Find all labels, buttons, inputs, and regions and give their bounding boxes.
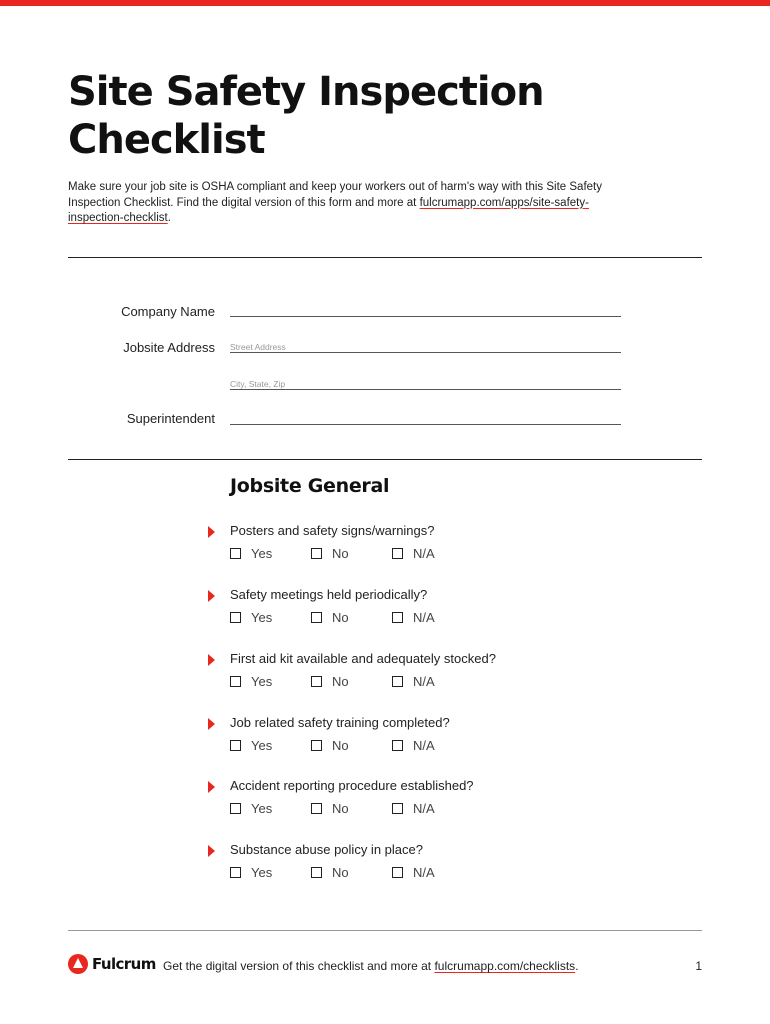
checkbox-icon[interactable]: [392, 740, 403, 751]
na-checkbox[interactable]: [392, 738, 435, 753]
na-label: N/A: [413, 865, 435, 880]
yes-checkbox[interactable]: [230, 546, 272, 561]
checkbox-icon[interactable]: [230, 612, 241, 623]
no-label: No: [332, 610, 349, 625]
street-address-hint: Street Address: [230, 342, 286, 352]
footer-link[interactable]: fulcrumapp.com/checklists: [434, 959, 576, 973]
question-text: Job related safety training completed?: [230, 715, 450, 730]
checkbox-icon[interactable]: [230, 676, 241, 687]
checkbox-icon[interactable]: [311, 740, 322, 751]
question-item: [0, 523, 770, 579]
jobsite-address-label: Jobsite Address: [123, 340, 215, 355]
checkbox-icon[interactable]: [311, 803, 322, 814]
no-checkbox[interactable]: [311, 738, 349, 753]
intro-text: Make sure your job site is OSHA compliant and keep your workers out of harm's way with this Site Safety Inspection Checklist. Find the digital version of this form and more at: [68, 181, 602, 209]
header-divider: [68, 257, 702, 258]
checkbox-icon[interactable]: [392, 803, 403, 814]
document-title: Site Safety Inspection Checklist: [68, 69, 544, 163]
page-number: 1: [695, 959, 702, 973]
yes-checkbox[interactable]: [230, 610, 272, 625]
checkbox-icon[interactable]: [392, 867, 403, 878]
na-checkbox[interactable]: [392, 865, 435, 880]
checkbox-icon[interactable]: [311, 612, 322, 623]
no-checkbox[interactable]: [311, 610, 349, 625]
fulcrum-logo-icon: [68, 954, 88, 974]
question-text: Accident reporting procedure established?: [230, 778, 474, 793]
question-item: [0, 842, 770, 898]
checkbox-icon[interactable]: [230, 548, 241, 559]
city-state-zip-field[interactable]: [230, 389, 621, 390]
arrow-bullet-icon: [208, 526, 215, 538]
checkbox-icon[interactable]: [392, 612, 403, 623]
arrow-bullet-icon: [208, 718, 215, 730]
top-accent-bar: [0, 0, 770, 6]
na-label: N/A: [413, 610, 435, 625]
na-checkbox[interactable]: [392, 674, 435, 689]
footer-text-lead: Get the digital version of this checklist and more at: [163, 959, 435, 973]
yes-checkbox[interactable]: [230, 738, 272, 753]
question-text: Posters and safety signs/warnings?: [230, 523, 435, 538]
no-checkbox[interactable]: [311, 865, 349, 880]
arrow-bullet-icon: [208, 781, 215, 793]
no-checkbox[interactable]: [311, 674, 349, 689]
footer-divider: [68, 930, 702, 931]
superintendent-label: Superintendent: [126, 411, 215, 426]
company-name-label: Company Name: [121, 304, 215, 319]
arrow-bullet-icon: [208, 654, 215, 666]
na-label: N/A: [413, 738, 435, 753]
na-label: N/A: [413, 674, 435, 689]
yes-label: Yes: [251, 738, 273, 753]
fulcrum-logo-text: Fulcrum: [92, 955, 156, 973]
no-checkbox[interactable]: [311, 546, 349, 561]
no-label: No: [332, 546, 349, 561]
footer-text-end: .: [575, 959, 579, 973]
question-item: [0, 587, 770, 643]
arrow-bullet-icon: [208, 845, 215, 857]
yes-label: Yes: [251, 865, 273, 880]
checkbox-icon[interactable]: [392, 548, 403, 559]
question-text: Safety meetings held periodically?: [230, 587, 428, 602]
na-label: N/A: [413, 546, 435, 561]
intro-paragraph: [68, 180, 628, 227]
intro-link[interactable]: fulcrumapp.com/apps/site-safety-inspection-checklist: [68, 196, 589, 224]
no-checkbox[interactable]: [311, 801, 349, 816]
question-item: [0, 715, 770, 771]
yes-label: Yes: [251, 674, 273, 689]
section-title: Jobsite General: [230, 475, 390, 497]
yes-checkbox[interactable]: [230, 801, 272, 816]
na-checkbox[interactable]: [392, 610, 435, 625]
checkbox-icon[interactable]: [311, 867, 322, 878]
na-checkbox[interactable]: [392, 546, 435, 561]
yes-label: Yes: [251, 610, 273, 625]
no-label: No: [332, 865, 349, 880]
no-label: No: [332, 801, 349, 816]
intro-end: .: [167, 212, 171, 224]
checkbox-icon[interactable]: [230, 803, 241, 814]
question-item: [0, 651, 770, 707]
no-label: No: [332, 674, 349, 689]
checkbox-icon[interactable]: [230, 867, 241, 878]
na-label: N/A: [413, 801, 435, 816]
superintendent-field[interactable]: [230, 424, 621, 425]
street-address-field[interactable]: [230, 352, 621, 353]
question-text: First aid kit available and adequately stocked?: [230, 651, 496, 666]
question-item: [0, 778, 770, 834]
yes-label: Yes: [251, 546, 273, 561]
checkbox-icon[interactable]: [311, 548, 322, 559]
fulcrum-logo: [68, 954, 156, 974]
checkbox-icon[interactable]: [311, 676, 322, 687]
checkbox-icon[interactable]: [230, 740, 241, 751]
yes-checkbox[interactable]: [230, 674, 272, 689]
yes-label: Yes: [251, 801, 273, 816]
company-name-field[interactable]: [230, 316, 621, 317]
question-text: Substance abuse policy in place?: [230, 842, 423, 857]
no-label: No: [332, 738, 349, 753]
section-divider: [68, 459, 702, 460]
footer-text: [163, 959, 579, 973]
checkbox-icon[interactable]: [392, 676, 403, 687]
yes-checkbox[interactable]: [230, 865, 272, 880]
na-checkbox[interactable]: [392, 801, 435, 816]
city-state-zip-hint: City, State, Zip: [230, 379, 286, 389]
arrow-bullet-icon: [208, 590, 215, 602]
